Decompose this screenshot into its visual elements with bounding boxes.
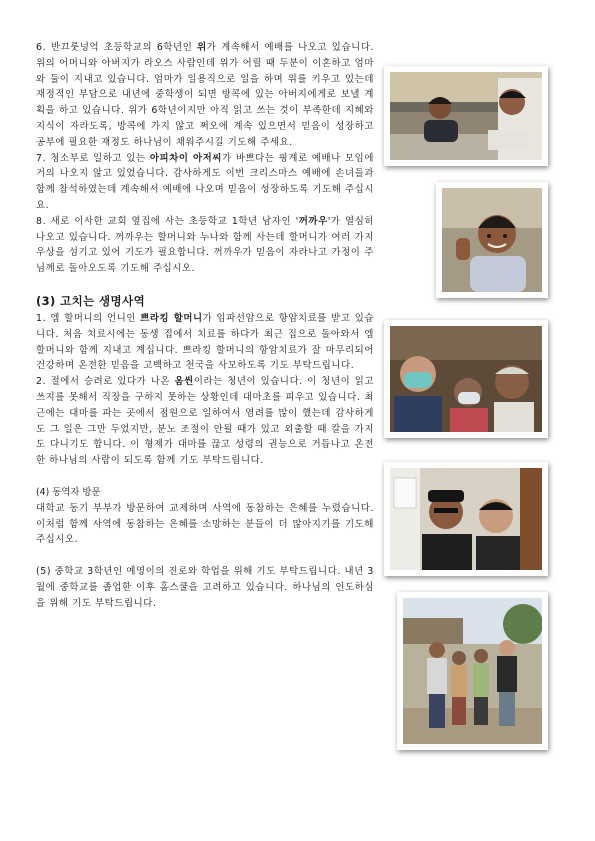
section-3-heading: (3) 고치는 생명사역 (36, 293, 146, 308)
photo-boy-at-table (384, 66, 548, 166)
photo-selfie-grandmothers-image (390, 326, 542, 432)
prayer-item-6: 6. 반끄룻넝억 초등학교의 6학년인 위가 계속해서 예배를 나오고 있습니다. 위의 어머니와 아버지가 라오스 사람인데 위가 어릴 때 두분이 이혼하고 엄마와 둘이 지내고 있습니다. 엄마가 일용직으로 일을 하며 위를 키우고 있는데 재정적인 부담으로 내년에 중학생이 되면 방콕에 있는 아버지에게로 보낼 계획을 하고 있습니다. 위가 6학년이지만 아직 읽고 쓰는 것이 부족한데 지혜와 지식이 자라도록, 방콕에 가지 않고 쩌오에 계속 있으면서 믿음이 성장하고 공부에 필요한 재정도 하나님이 채워주시길 기도해 주세요. (36, 42, 375, 148)
healing-item-2: 2. 절에서 승려로 있다가 나온 옴씬이라는 청년이 있습니다. 이 청년이 읽고 쓰지를 못해서 직장을 구하지 못하는 상황인데 대마초를 피우고 있습니다. 최근에는 대마를 파는 곳에서 점원으로 일하여서 염려를 많이 했는데 감사하게도 그 일은 그만 두었지만, 분노 조절이 안될 때가 있고 외출할 때 칼을 가지도 다니기도 합니다. 이 형제가 대마를 끊고 성령의 권능으로 거듭나고 온전한 하나님의 사람이 되도록 함께 기도 부탁드립니다. (36, 376, 375, 467)
text-column (36, 40, 374, 612)
photo-group-outdoors (397, 592, 548, 750)
section-4-heading: (4) 동역자 방문 (36, 486, 101, 498)
section-4-body: 대학교 동기 부부가 방문하여 교제하며 사역에 동참하는 은혜를 누렸습니다. 이처럼 함께 사역에 동참하는 은혜를 소망하는 분들이 더 많아지기를 기도해주십시오. (36, 502, 374, 546)
photo-two-men-selfie-image (390, 468, 542, 570)
prayer-item-8: 8. 새로 이사한 교회 옆집에 사는 초등학교 1학년 남자인 '꺼까우'가 열심히 나오고 있습니다. 꺼까우는 할머니와 누나와 함께 사는데 할머니가 여러 가지 우상을 섬기고 있어 기도가 필요합니다. 꺼까우가 믿음이 자라나고 가정이 주님께로 돌아오도록 기도해 주십시오. (36, 215, 375, 275)
healing-item-1: 1. 엠 할머니의 언니인 쁘라킹 할머니가 임파선암으로 항암치료를 받고 있습니다. 처음 치료시에는 동생 집에서 치료를 하다가 최근 집으로 돌아와서 엠 할머니와 함께 지내고 계십니다. 쁘라킹 할머니의 항암치료가 잘 마무리되어 건강하며 온전한 믿음을 고백하고 천국을 사모하도록 기도 부탁드립니다. (36, 312, 375, 372)
photo-selfie-grandmothers (384, 320, 548, 438)
photo-boy-thumbs-up-image (442, 188, 542, 292)
prayer-item-7: 7. 청소부로 일하고 있는 아피차이 아저씨가 바쁘다는 핑계로 예배나 모임에 거의 나오지 않고 있었습니다. 감사하게도 이번 크리스마스 예배에 손녀들과 함께 참석하였는데 계속해서 예배에 나오며 믿음이 성장하도록 기도해 주십시요. (36, 152, 375, 211)
photo-group-outdoors-image (403, 598, 542, 744)
photo-two-men-selfie (384, 462, 548, 576)
photo-boy-at-table-image (390, 72, 542, 160)
section-5-body: (5) 중학교 3학년인 예영이의 진로와 학업을 위해 기도 부탁드립니다. 내년 3월에 중학교를 졸업한 이후 홈스쿨을 고려하고 있습니다. 하나님의 인도하심을 위해 기도 부탁드립니다. (36, 566, 374, 609)
photo-boy-thumbs-up (436, 182, 548, 298)
